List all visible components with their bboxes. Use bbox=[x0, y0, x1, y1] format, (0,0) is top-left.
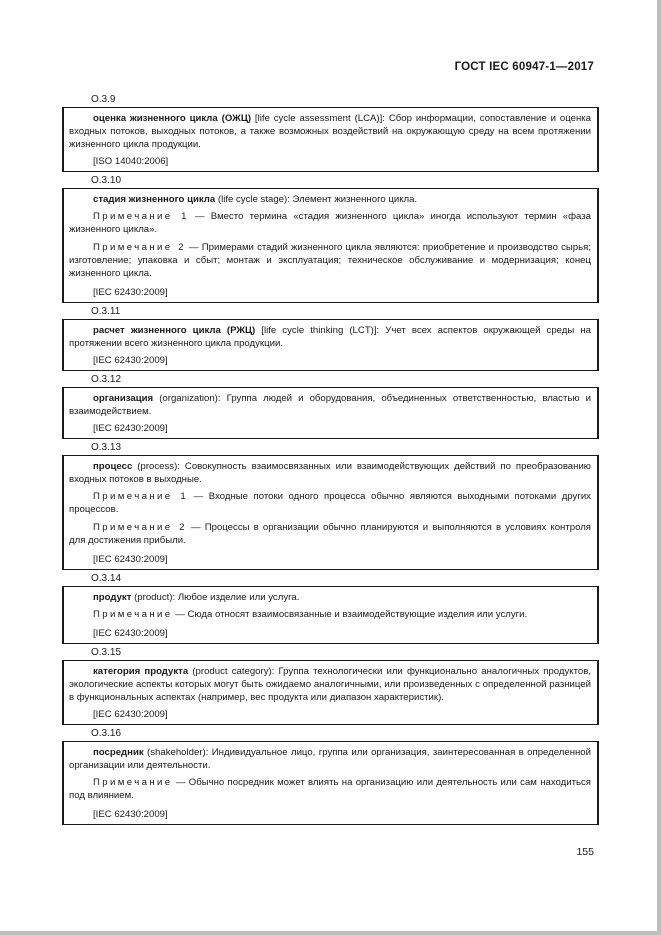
terms-list bbox=[62, 93, 599, 827]
term-number: O.3.15 bbox=[91, 647, 122, 658]
definition-text: (organization): Группа людей и оборудования, объединенных ответственностью, властью и взаимодействием. bbox=[69, 393, 591, 417]
definition-text: [life cycle thinking (LCT)]: Учет всех аспектов окружающей среды на протяжении всего жизненного цикла продукции. bbox=[69, 325, 591, 349]
term-entry-box bbox=[62, 741, 599, 825]
term-entry-box bbox=[62, 107, 599, 172]
note-label: Примечание 2 bbox=[93, 522, 187, 533]
term-definition bbox=[69, 392, 591, 418]
term-name: посредник bbox=[93, 747, 144, 758]
note-label: Примечание 1 bbox=[93, 491, 189, 502]
definition-text: (product): Любое изделие или услуга. bbox=[131, 592, 300, 603]
term-entry-box bbox=[62, 660, 599, 725]
term-entry-box bbox=[62, 387, 599, 439]
term-name: категория продукта bbox=[93, 666, 189, 677]
term-name: организация bbox=[93, 393, 154, 404]
term-note bbox=[69, 210, 591, 236]
definition-text: [life cycle assessment (LCA)]: Сбор информации, сопоставление и оценка входных потоков, выходных потоков, а также возможных воздействий на окружающую среду на всем протяжении жизненного цикла продукции. bbox=[69, 113, 591, 150]
term-source: [IEC 62430:2009] bbox=[93, 287, 168, 298]
note-text: — Обычно посредник может влиять на организацию или деятельность или сам находиться под влиянием. bbox=[69, 777, 591, 801]
term-definition bbox=[69, 324, 591, 350]
term-name: процесс bbox=[93, 461, 133, 472]
term-number: O.3.10 bbox=[91, 175, 122, 186]
term-definition bbox=[69, 665, 591, 704]
term-note bbox=[69, 490, 591, 516]
term-definition bbox=[69, 193, 591, 206]
term-definition bbox=[69, 746, 591, 772]
term-definition bbox=[69, 112, 591, 151]
definition-text: (process): Совокупность взаимосвязанных или взаимодействующих действий по преобразованию входных потоков в выходные. bbox=[69, 461, 591, 485]
term-number: O.3.16 bbox=[91, 728, 122, 739]
term-number: O.3.12 bbox=[91, 374, 122, 385]
definition-text: (life cycle stage): Элемент жизненного цикла. bbox=[215, 194, 418, 205]
term-source: [IEC 62430:2009] bbox=[93, 628, 168, 639]
term-note bbox=[69, 241, 591, 280]
term-source: [IEC 62430:2009] bbox=[93, 554, 168, 565]
term-name: стадия жизненного цикла bbox=[93, 194, 216, 205]
term-source: [IEC 62430:2009] bbox=[93, 423, 168, 434]
term-number: O.3.13 bbox=[91, 442, 122, 453]
note-label: Примечание bbox=[93, 609, 173, 620]
term-entry-box bbox=[62, 319, 599, 371]
term-note bbox=[69, 776, 591, 802]
term-entry-box bbox=[62, 188, 599, 303]
term-source: [IEC 62430:2009] bbox=[93, 355, 168, 366]
term-name: продукт bbox=[93, 592, 132, 603]
term-name: расчет жизненного цикла (РЖЦ) bbox=[93, 325, 256, 336]
standard-header: ГОСТ IEC 60947-1—2017 bbox=[454, 61, 594, 73]
term-note bbox=[69, 521, 591, 547]
note-text: — Вместо термина «стадия жизненного цикла» иногда используют термин «фаза жизненного цикла». bbox=[69, 211, 591, 235]
note-text: — Примерами стадий жизненного цикла являются: приобретение и производство сырья; изготовление; упаковка и сбыт; монтаж и эксплуатация; техническое обслуживание и модернизация; конец жизненного цикла. bbox=[69, 242, 591, 279]
term-number: O.3.14 bbox=[91, 573, 122, 584]
term-entry-box bbox=[62, 586, 599, 644]
term-definition bbox=[69, 460, 591, 486]
page-number: 155 bbox=[576, 846, 594, 858]
term-note bbox=[69, 608, 591, 621]
term-number: O.3.11 bbox=[91, 306, 121, 317]
term-entry-box bbox=[62, 455, 599, 570]
definition-text: (product category): Группа технологически или функционально аналогичных продуктов, экологические аспекты которых могут быть ожидаемо аналогичными, или произведенных с определенной разницей в функциональных аспектах (например, вес продукта или диапазон характеристик). bbox=[69, 666, 591, 703]
note-text: — Входные потоки одного процесса обычно являются выходными потоками других процессов. bbox=[69, 491, 591, 515]
note-text: — Сюда относят взаимосвязанные и взаимодействующие изделия или услуги. bbox=[172, 609, 528, 620]
note-label: Примечание 1 bbox=[93, 211, 189, 222]
term-definition bbox=[69, 591, 591, 604]
definition-text: (shakeholder): Индивидуальное лицо, группа или организация, заинтересованная в определенной организации или деятельности. bbox=[69, 747, 591, 771]
note-label: Примечание bbox=[93, 777, 173, 788]
term-source: [IEC 62430:2009] bbox=[93, 809, 168, 820]
term-name: оценка жизненного цикла (ОЖЦ) bbox=[93, 113, 252, 124]
note-label: Примечание 2 bbox=[93, 242, 186, 253]
term-source: [ISO 14040:2006] bbox=[93, 156, 169, 167]
term-number: O.3.9 bbox=[91, 94, 116, 105]
note-text: — Процессы в организации обычно планируются и выполняются в условиях контроля для достижения прибыли. bbox=[69, 522, 591, 546]
term-source: [IEC 62430:2009] bbox=[93, 709, 168, 720]
